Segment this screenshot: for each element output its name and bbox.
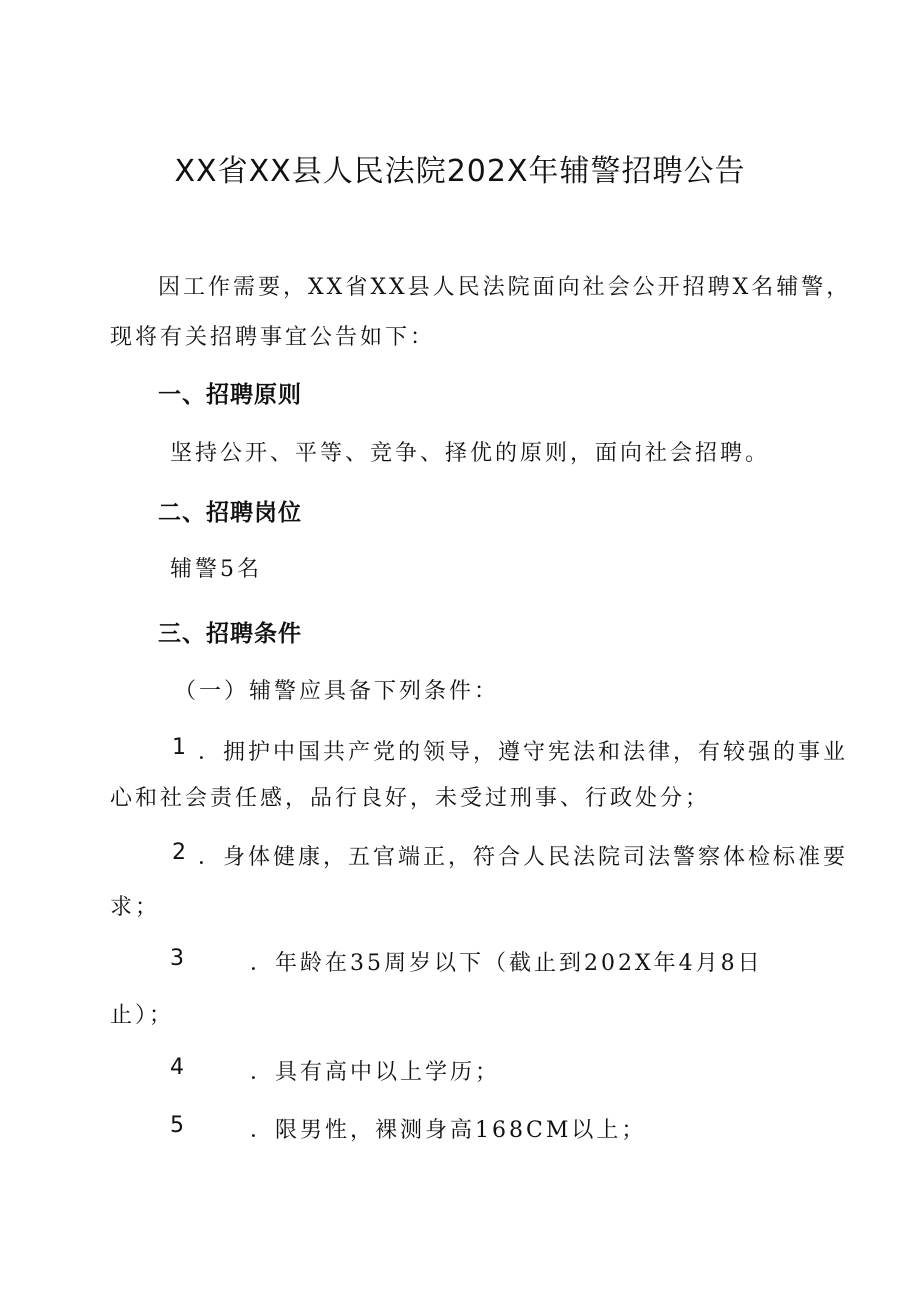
section-heading-positions: 二、招聘岗位 [158, 500, 302, 526]
item-1-line-1: ．拥护中国共产党的领导，遵守宪法和法律，有较强的事业 [198, 740, 849, 765]
intro-line-2: 现将有关招聘事宜公告如下： [110, 325, 436, 350]
item-number: 1 [172, 735, 186, 760]
section-heading-conditions: 三、招聘条件 [158, 621, 302, 647]
intro-line-1: 因工作需要，XX省XX县人民法院面向社会公开招聘X名辅警， [158, 275, 852, 300]
item-number: 4 [170, 1055, 184, 1080]
item-3-line-1: ．年龄在35周岁以下（截止到202X年4月8日 [250, 951, 763, 976]
item-5-line-1: ．限男性，裸测身高168CM以上； [250, 1118, 647, 1143]
item-number: 2 [172, 840, 186, 865]
item-1-line-2: 心和社会责任感，品行良好，未受过刑事、行政处分； [110, 786, 711, 811]
item-4-line-1: ．具有高中以上学历； [250, 1060, 501, 1085]
conditions-subheading: （一）辅警应具备下列条件： [174, 679, 500, 704]
section-heading-principles: 一、招聘原则 [158, 382, 302, 408]
item-number: 3 [170, 946, 184, 971]
principles-text: 坚持公开、平等、竞争、择优的原则，面向社会招聘。 [170, 441, 771, 466]
item-2-line-1: ．身体健康，五官端正，符合人民法院司法警察体检标准要 [198, 845, 849, 870]
item-3-line-2: 止）； [110, 1003, 175, 1028]
document-title: XX省XX县人民法院202X年辅警招聘公告 [174, 154, 746, 189]
item-2-line-2: 求； [110, 895, 161, 920]
positions-text: 辅警5名 [170, 557, 262, 582]
item-number: 5 [170, 1113, 184, 1138]
